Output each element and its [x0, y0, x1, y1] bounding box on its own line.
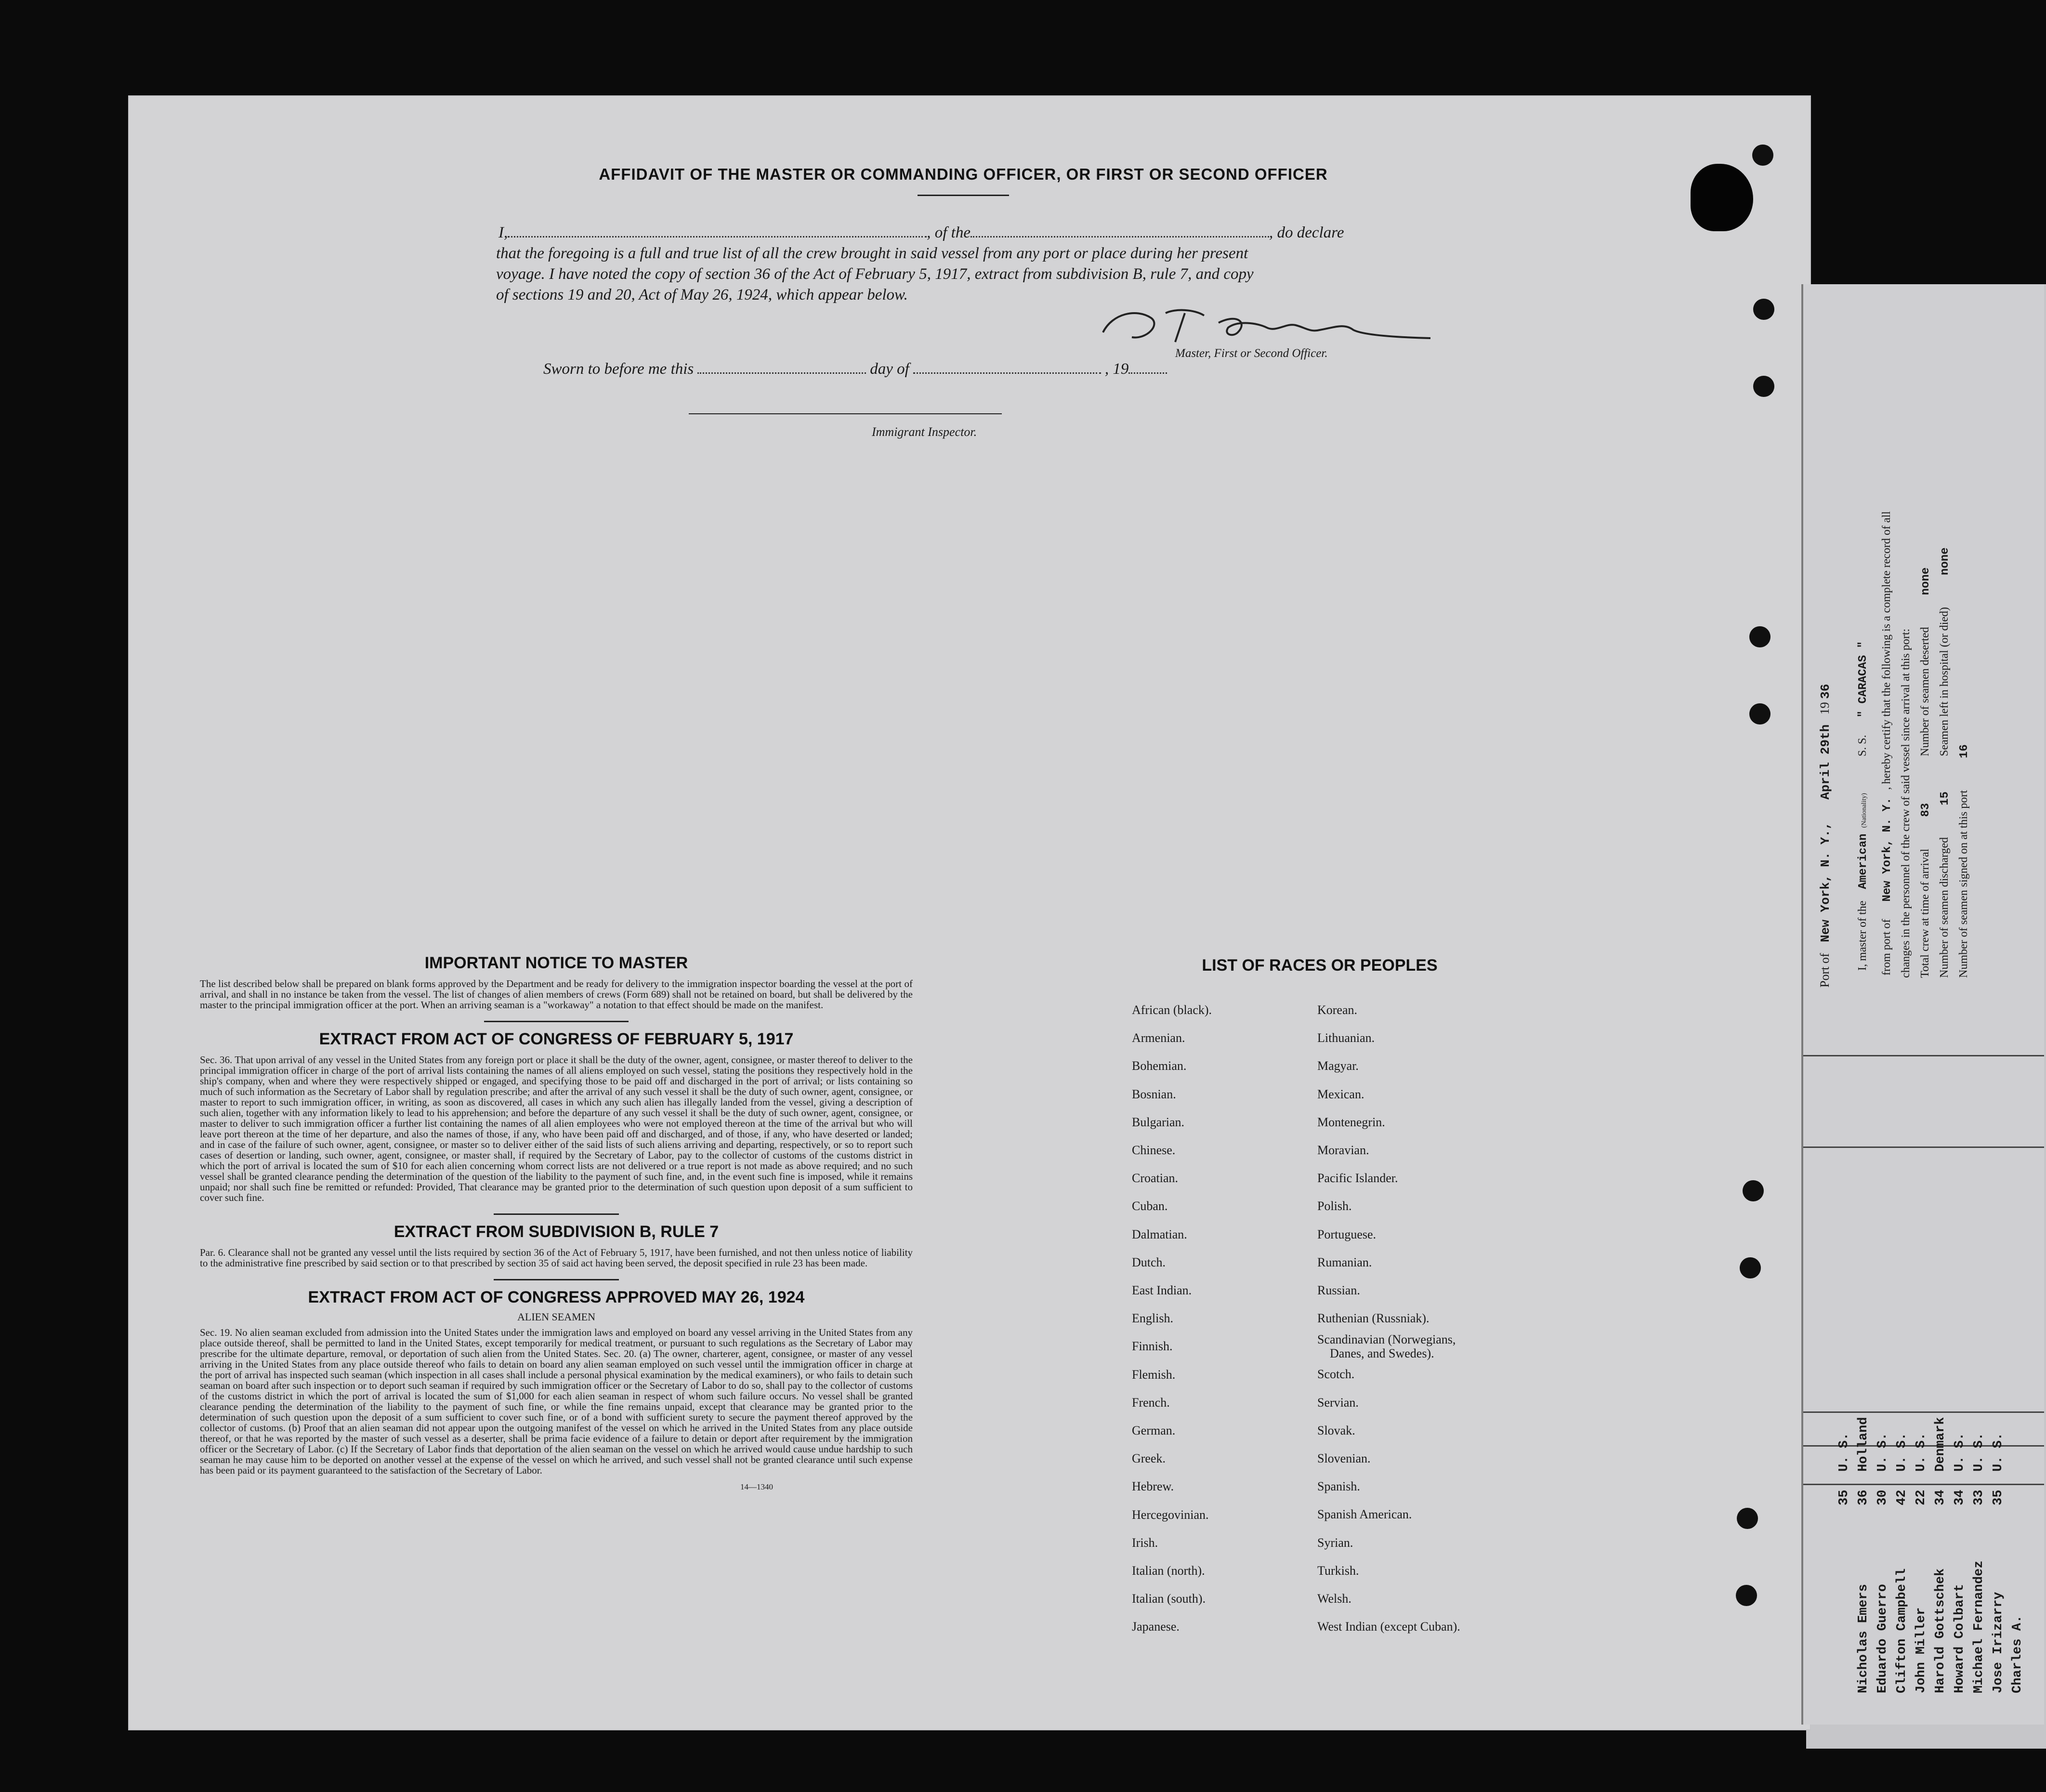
table-row — [1837, 1433, 1851, 1693]
race-item: Bosnian. — [1132, 1087, 1176, 1101]
race-item: Servian. — [1317, 1395, 1359, 1410]
rule7-title: EXTRACT FROM SUBDIVISION B, RULE 7 — [393, 1223, 719, 1241]
nationality-value: American — [1857, 833, 1870, 889]
date-value: April 29th — [1818, 724, 1833, 800]
table-row — [1856, 1417, 1871, 1693]
port-value: New York, N. Y., — [1818, 822, 1833, 942]
race-item: English. — [1132, 1311, 1173, 1326]
races-column-2 — [1317, 996, 1460, 1641]
crew-nationality: Denmark — [1933, 1417, 1948, 1472]
table-row — [1876, 1433, 1890, 1693]
discharged-line — [1938, 791, 1952, 978]
divider — [484, 1021, 629, 1022]
races-title: LIST OF RACES OR PEOPLES — [1202, 956, 1438, 975]
race-item: Lithuanian. — [1317, 1031, 1375, 1045]
race-item: Japanese. — [1132, 1620, 1180, 1634]
crew-age: 33 — [1972, 1489, 1986, 1505]
race-item: African (black). — [1132, 1003, 1212, 1017]
race-item: Dalmatian. — [1132, 1227, 1187, 1241]
ss-label: S. S. — [1856, 735, 1869, 757]
race-item: Montenegrin. — [1317, 1115, 1385, 1129]
signed-on-label: Number of seamen signed on at this port — [1957, 790, 1970, 978]
affidavit-title: AFFIDAVIT OF THE MASTER OR COMMANDING OFFICER, OR FIRST OR SECOND OFFICER — [599, 165, 1328, 183]
race-item: Pacific Islander. — [1317, 1171, 1398, 1186]
race-item: German. — [1132, 1423, 1176, 1438]
race-item: Dutch. — [1132, 1255, 1166, 1269]
race-item: Spanish. — [1317, 1479, 1360, 1494]
race-item: Polish. — [1317, 1199, 1352, 1213]
declaration-line-2: that the foregoing is a full and true list of all the crew brought in said vessel from any port or place during her present — [496, 245, 1248, 262]
divider — [494, 1279, 619, 1280]
from-port-line — [1880, 511, 1894, 975]
name-field[interactable] — [508, 231, 927, 237]
notice-body: The list described below shall be prepared on blank forms approved by the Department and be ready for delivery to the immigration inspector boarding the vessel at the port of arrival, and shall in no instance be taken from the vessel. The list of changes of alien members of crews (Form 689) shall not be retained on board, but shall be delivered by the master to the principal immigration officer at the port. When an arriving seaman is a "workaway" a notation to that effect should be made on the manifest. — [200, 978, 913, 1011]
race-item: Hebrew. — [1132, 1479, 1174, 1494]
crew-nationality: Holland — [1856, 1417, 1871, 1472]
crew-name: Howard Colbart — [1953, 1584, 1967, 1693]
punch-hole — [1753, 376, 1774, 397]
crew-name: Eduardo Guerro — [1876, 1584, 1890, 1693]
crew-nationality: U. S. — [1837, 1432, 1851, 1472]
table-row — [1991, 1433, 2006, 1693]
hospital-line — [1938, 547, 1952, 756]
table-row — [1914, 1433, 1928, 1693]
master-label: I, master of the — [1856, 900, 1869, 971]
day-of-label: day of — [870, 360, 909, 378]
crew-age: 34 — [1953, 1489, 1967, 1505]
extract-1924-title: EXTRACT FROM ACT OF CONGRESS APPROVED MAY 26, 1924 — [308, 1288, 805, 1306]
race-item: Syrian. — [1317, 1535, 1353, 1550]
race-item: Irish. — [1132, 1535, 1158, 1550]
crew-name: John Miller — [1914, 1607, 1928, 1693]
race-item: Hercegovinian. — [1132, 1507, 1209, 1522]
punch-hole — [1753, 299, 1774, 320]
crew-age: 35 — [1991, 1489, 2006, 1505]
hospital-value: none — [1939, 547, 1952, 576]
table-row — [1953, 1433, 1967, 1693]
race-item: Korean. — [1317, 1003, 1358, 1017]
race-item: Mexican. — [1317, 1087, 1364, 1101]
notice-section — [200, 954, 913, 1492]
signed-on-line — [1957, 744, 1971, 978]
crew-nationality: U. S. — [1876, 1432, 1890, 1472]
extract-1924-subtitle: ALIEN SEAMEN — [517, 1311, 595, 1323]
race-item: Armenian. — [1132, 1031, 1185, 1045]
inspector-signature-line — [689, 413, 1002, 414]
port-label: Port of — [1818, 953, 1832, 988]
changes-line: changes in the personnel of the crew of said vessel since arrival at this port: — [1900, 628, 1912, 978]
race-item: French. — [1132, 1395, 1170, 1410]
deserted-label: Number of seamen deserted — [1919, 627, 1931, 756]
extract-1917-title: EXTRACT FROM ACT OF CONGRESS OF FEBRUARY 5, 1917 — [319, 1030, 794, 1048]
race-item: Cuban. — [1132, 1199, 1168, 1213]
total-crew-label: Total crew at time of arrival — [1919, 848, 1931, 978]
crew-name: Nicholas Emers — [1856, 1584, 1871, 1693]
vessel-field[interactable] — [971, 231, 1269, 237]
race-item: Bulgarian. — [1132, 1115, 1185, 1129]
crew-nationality: U. S. — [1914, 1432, 1928, 1472]
deserted-value: none — [1919, 567, 1932, 595]
races-column-1 — [1132, 996, 1212, 1641]
crew-name: Michael Fernandez — [1972, 1560, 1986, 1693]
year-label: , 19 — [1104, 360, 1129, 378]
race-item: Russian. — [1317, 1283, 1360, 1298]
declaration-line-4: of sections 19 and 20, Act of May 26, 1924, which appear below. — [496, 286, 908, 303]
divider — [494, 1213, 619, 1215]
crew-nationality: U. S. — [1991, 1432, 2006, 1472]
crew-nationality: U. S. — [1953, 1432, 1967, 1472]
table-rule — [1803, 1146, 2044, 1148]
ink-blot — [1691, 164, 1753, 231]
divider — [918, 195, 1009, 196]
crew-age: 30 — [1876, 1489, 1890, 1505]
table-row — [1933, 1417, 1948, 1693]
from-port-label: from port of — [1880, 919, 1893, 975]
race-item: Scotch. — [1317, 1367, 1355, 1382]
crew-name: Charles A. — [2010, 1615, 2025, 1693]
table-rule — [1803, 1411, 2044, 1413]
race-item: Welsh. — [1317, 1592, 1351, 1606]
sworn-year-field[interactable] — [1128, 368, 1167, 374]
race-item: Slovenian. — [1317, 1451, 1371, 1466]
crew-change-strip — [1801, 284, 2044, 1725]
race-item: Croatian. — [1132, 1171, 1179, 1186]
certify-text: , hereby certify that the following is a complete record of all — [1880, 511, 1893, 790]
punch-hole — [1737, 1508, 1758, 1529]
discharged-value: 15 — [1939, 791, 1952, 805]
nationality-caption: (Nationality) — [1861, 793, 1868, 828]
punch-hole — [1736, 1585, 1757, 1606]
sworn-day-field[interactable] — [697, 368, 866, 374]
punch-hole — [1749, 626, 1771, 647]
notice-title: IMPORTANT NOTICE TO MASTER — [424, 954, 688, 972]
crew-name: Clifton Campbell — [1895, 1568, 1909, 1693]
declaration-of-the: , of the — [927, 224, 971, 241]
inspector-caption: Immigrant Inspector. — [872, 425, 977, 439]
total-crew-value: 83 — [1919, 803, 1932, 817]
punch-hole — [1749, 703, 1771, 725]
race-item: Spanish American. — [1317, 1507, 1412, 1522]
declaration-i: I, — [498, 224, 508, 241]
race-item: Scandinavian (Norwegians, Danes, and Swedes). — [1317, 1332, 1456, 1361]
total-crew-line — [1919, 803, 1932, 978]
race-item: Flemish. — [1132, 1367, 1176, 1382]
race-item: Portuguese. — [1317, 1227, 1377, 1241]
table-row — [1895, 1433, 1909, 1693]
race-item: Slovak. — [1317, 1423, 1355, 1437]
race-item: Greek. — [1132, 1451, 1166, 1466]
extract-1917-body: Sec. 36. That upon arrival of any vessel in the United States from any foreign port or place it shall be the duty of the owner, agent, consignee, or master thereof to deliver to the principal immigration officer in charge of the port of arrival lists containing the names of all aliens employed on such vessel, stating the positions they respectively hold in the ship's company, when and where they were respectively shipped or engaged, and specifying those to be paid off and discharged in the port of arrival; or lists containing so much of such information as the Secretary of Labor shall by regulation prescribe; and after the arrival of any such vessel it shall be the duty of such owner, agent, consignee, or master to report to such immigration officer, in writing, as soon as discovered, all cases in which any such alien has illegally landed from the vessel, giving a description of such alien, together with any information likely to lead to his apprehension; and before the departure of any such vessel it shall be the duty of such owner, agent, consignee, or master to deliver to such immigration officer a further list containing the names of all alien employees who were not employed thereon at the time of the arrival but who will leave port thereon at the time of her departure, and also the names of those, if any, who have been paid off and discharged, and of those, if any, who have deserted or landed; and in case of the failure of such owner, agent, consignee, or master so to deliver either of the said lists of such aliens arriving and departing, respectively, or so to report such cases of desertion or landing, such owner, agent, consignee, or master shall, if required by the Secretary of Labor, pay to the collector of customs of the customs district in which the port of arrival is located the sum of $10 for each alien concerning whom correct lists are not delivered or a true report is not made as above required; and no such vessel shall be granted clearance pending the determination of the question of the liability to the payment of such fine, and, in the event such fine is imposed, while it remains unpaid; nor shall such fine be remitted or refunded: Provided, That clearance may be granted prior to the determination of such question upon deposit of a sum sufficient to cover such fine. — [200, 1054, 913, 1203]
rule7-body: Par. 6. Clearance shall not be granted any vessel until the lists required by section 36 of the Act of February 5, 1917, have been furnished, and not then unless notice of liability to the administrative fine prescribed by said section or to that prescribed by section 35 of said act having been served, the deposit specified in rule 23 has been made. — [200, 1247, 913, 1269]
crew-age: 22 — [1914, 1489, 1928, 1505]
table-rule — [1803, 1055, 2044, 1056]
race-item: Italian (north). — [1132, 1564, 1205, 1578]
year-prefix: 19 — [1818, 702, 1832, 715]
punch-hole — [1740, 1257, 1761, 1278]
race-item: Bohemian. — [1132, 1059, 1187, 1073]
from-port-value: New York, N. Y. — [1881, 797, 1894, 902]
table-row — [1972, 1433, 1986, 1693]
crew-age: 36 — [1856, 1489, 1871, 1505]
signed-on-value: 16 — [1958, 744, 1971, 759]
declaration-do-declare: , do declare — [1269, 224, 1344, 241]
extract-1924-body: Sec. 19. No alien seaman excluded from admission into the United States under the immigration laws and employed on board any vessel arriving in the United States from any place outside thereof, shall be permitted to land in the United States, except temporarily for medical treatment, or pursuant to such regulations as the Secretary of Labor may prescribe for the ultimate departure, removal, or deportation of such alien from the United States. Sec. 20. (a) The owner, charterer, agent, consignee, or master of any vessel arriving in the United States from any place outside thereof who fails to detain on board any alien seaman employed on such vessel until the immigration officer in charge at the port of arrival has inspected such seaman (which inspection in all cases shall include a personal physical examination by the medical examiners), or who fails to detain such seaman on board after such inspection or to deport such seaman if required by such immigration officer or the Secretary of Labor to do so, shall pay to the collector of customs of the customs district in which the port of arrival is located the sum of $1,000 for each alien seaman in respect of whom such failure occurs. No vessel shall be granted clearance pending the determination of the liability to the payment of such fine, or while the fine remains unpaid, except that clearance may be granted prior to the determination of such question upon the deposit of a sum sufficient to cover such fine, or of a bond with sufficient surety to secure the payment thereof approved by the collector of customs. (b) Proof that an alien seaman did not appear upon the outgoing manifest of the vessel on which he arrived in the United States from any place outside thereof, or that he was reported by the master of such vessel as a deserter, shall be prima facie evidence of a failure to detain or deport after requirement by the immigration officer or the Secretary of Labor. (c) If the Secretary of Labor finds that deportation of the alien seaman on the vessel on which he arrived would cause undue hardship to such seaman he may cause him to be deported on another vessel at the expense of the vessel on which he arrived, and such vessel shall not be granted clearance until such expense has been paid or its payment guaranteed to the satisfaction of the Secretary of Labor. — [200, 1327, 913, 1476]
hospital-label: Seamen left in hospital (or died) — [1938, 607, 1951, 756]
declaration-line-1 — [498, 223, 1428, 243]
punch-hole — [1752, 145, 1773, 166]
crew-name: Jose Irizarry — [1991, 1592, 2006, 1693]
year-value: 36 — [1818, 684, 1833, 699]
table-row — [2010, 1472, 2025, 1693]
sworn-month-field[interactable] — [913, 368, 1101, 374]
race-item: West Indian (except Cuban). — [1317, 1620, 1460, 1634]
ship-name: " CARACAS " — [1857, 641, 1870, 718]
crew-age: 34 — [1933, 1489, 1948, 1505]
race-item: Finnish. — [1132, 1339, 1173, 1354]
sworn-label: Sworn to before me this — [543, 360, 694, 378]
punch-hole — [1743, 1180, 1764, 1201]
crew-age: 35 — [1837, 1489, 1851, 1505]
race-item: Moravian. — [1317, 1143, 1369, 1158]
race-item: Ruthenian (Russniak). — [1317, 1311, 1430, 1326]
race-item: Magyar. — [1317, 1059, 1359, 1073]
master-caption: Master, First or Second Officer. — [1175, 347, 1328, 360]
crew-nationality: U. S. — [1895, 1432, 1909, 1472]
discharged-label: Number of seamen discharged — [1938, 837, 1951, 978]
master-line — [1856, 641, 1870, 971]
declaration-line-3: voyage. I have noted the copy of section 36 of the Act of February 5, 1917, extract from subdivision B, rule 7, and copy — [496, 265, 1254, 283]
race-item: Rumanian. — [1317, 1255, 1372, 1269]
crew-age: 42 — [1895, 1489, 1909, 1505]
deserted-line — [1919, 567, 1932, 756]
sworn-line — [543, 359, 1167, 380]
race-item: Chinese. — [1132, 1143, 1176, 1158]
race-item: Italian (south). — [1132, 1592, 1206, 1606]
crew-nationality: U. S. — [1972, 1432, 1986, 1472]
form-number: 14—1340 — [740, 1482, 773, 1491]
race-item: East Indian. — [1132, 1283, 1192, 1298]
race-item: Turkish. — [1317, 1563, 1359, 1578]
crew-name: Harold Gottschek — [1933, 1568, 1948, 1693]
port-line — [1818, 684, 1833, 988]
